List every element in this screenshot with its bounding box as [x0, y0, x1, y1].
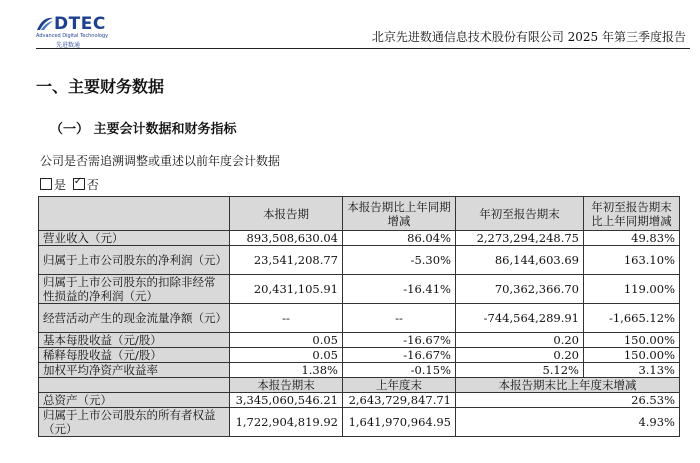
header-cell: 本报告期 [230, 197, 343, 231]
header-cell: 年初至报告期末比上年同期增减 [584, 197, 680, 231]
table-cell: -744,564,289.91 [456, 304, 584, 333]
row-label: 营业收入（元） [39, 231, 230, 246]
table-cell: 3,345,060,546.21 [230, 393, 343, 408]
header-cell: 上年度末 [343, 378, 456, 393]
row-label: 归属于上市公司股东的所有者权益（元） [39, 408, 230, 437]
table-row [39, 304, 680, 333]
restate-options [40, 176, 99, 193]
table-cell: -16.67% [343, 348, 456, 363]
table-cell: 2,643,729,847.71 [343, 393, 456, 408]
option-yes-label: 是 [54, 178, 67, 192]
table1-header-row [39, 197, 680, 231]
table2-header-row [39, 378, 680, 393]
header-cell: 本报告期末比上年度末增减 [456, 378, 680, 393]
table-cell: 86,144,603.69 [456, 246, 584, 275]
section-title: 一、主要财务数据 [36, 77, 165, 96]
option-no-label: 否 [86, 178, 99, 192]
table-row [39, 231, 680, 246]
table-cell: -1,665.12% [584, 304, 680, 333]
table-row [39, 393, 680, 408]
header-cell: 本报告期末 [230, 378, 343, 393]
table-cell: 1,641,970,964.95 [343, 408, 456, 437]
table-cell: 4.93% [456, 408, 680, 437]
table-cell: 0.20 [456, 333, 584, 348]
table-cell: -16.41% [343, 275, 456, 304]
header-cell: 本报告期比上年同期增减 [343, 197, 456, 231]
table-cell: 1,722,904,819.92 [230, 408, 343, 437]
table-cell: 3.13% [584, 363, 680, 378]
table-cell: 0.05 [230, 333, 343, 348]
table-cell: 2,273,294,248.75 [456, 231, 584, 246]
table-cell: 5.12% [456, 363, 584, 378]
table-row [39, 246, 680, 275]
table-cell: -16.67% [343, 333, 456, 348]
logo-tagline: Advanced Digital Technology [36, 33, 109, 39]
table-row [39, 275, 680, 304]
company-logo [36, 14, 126, 48]
table-row [39, 333, 680, 348]
table-cell: -- [343, 304, 456, 333]
table-row [39, 363, 680, 378]
table-cell: 86.04% [343, 231, 456, 246]
logo-wordmark: DTEC [54, 14, 106, 34]
table-row [39, 348, 680, 363]
table-cell: 23,541,208.77 [230, 246, 343, 275]
table-cell: 20,431,105.91 [230, 275, 343, 304]
header-cell: 年初至报告期末 [456, 197, 584, 231]
row-label: 经营活动产生的现金流量净额（元） [39, 304, 230, 333]
table-cell: 150.00% [584, 333, 680, 348]
row-label: 归属于上市公司股东的扣除非经常性损益的净利润（元） [39, 275, 230, 304]
table-cell: 1.38% [230, 363, 343, 378]
table-row [39, 408, 680, 437]
table-cell: 70,362,366.70 [456, 275, 584, 304]
checkbox-yes [40, 178, 52, 190]
row-label: 基本每股收益（元/股） [39, 333, 230, 348]
header-cell [39, 378, 230, 393]
row-label: 加权平均净资产收益率 [39, 363, 230, 378]
restate-question: 公司是否需追溯调整或重述以前年度会计数据 [40, 154, 281, 168]
table-cell: -0.15% [343, 363, 456, 378]
row-label: 归属于上市公司股东的净利润（元） [39, 246, 230, 275]
logo-swoosh-icon [36, 16, 54, 32]
header-cell [39, 197, 230, 231]
table-cell: -5.30% [343, 246, 456, 275]
table-cell: -- [230, 304, 343, 333]
table-cell: 49.83% [584, 231, 680, 246]
logo-chinese-name: 先进数通 [56, 42, 81, 49]
row-label: 稀释每股收益（元/股） [39, 348, 230, 363]
table-cell: 0.05 [230, 348, 343, 363]
page-header [0, 0, 700, 50]
table-cell: 893,508,630.04 [230, 231, 343, 246]
financial-data-table [38, 196, 680, 437]
row-label: 总资产（元） [39, 393, 230, 408]
document-title: 北京先进数通信息技术股份有限公司 2025 年第三季度报告 [371, 30, 686, 44]
checkbox-no-checked [73, 178, 85, 190]
table-cell: 150.00% [584, 348, 680, 363]
table-cell: 0.20 [456, 348, 584, 363]
subsection-title: （一） 主要会计数据和财务指标 [50, 122, 237, 137]
table-cell: 163.10% [584, 246, 680, 275]
header-divider [36, 48, 690, 49]
table-cell: 26.53% [456, 393, 680, 408]
table-cell: 119.00% [584, 275, 680, 304]
